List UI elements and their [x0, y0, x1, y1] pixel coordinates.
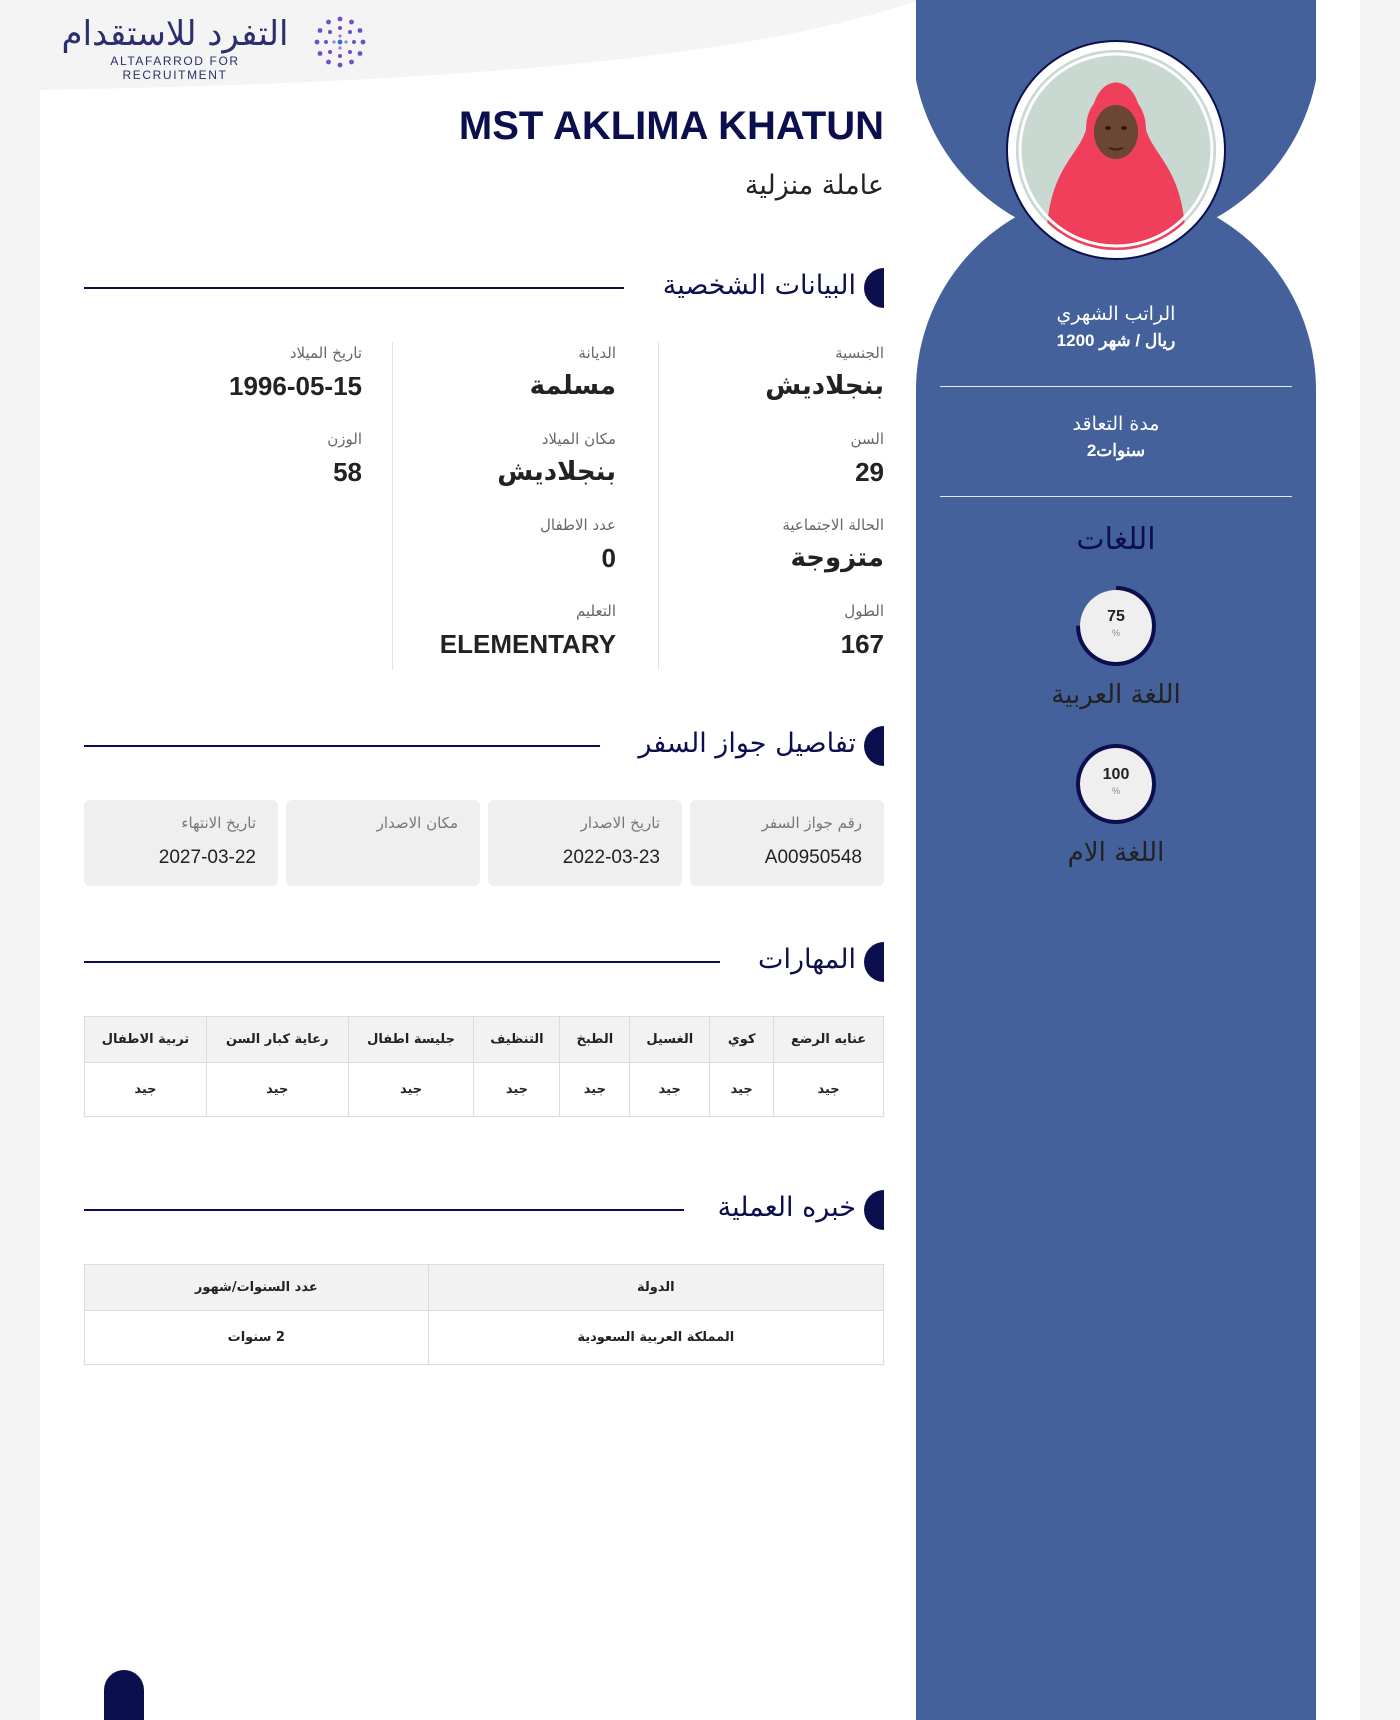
contract-label: مدة التعاقد	[1072, 413, 1160, 435]
personal-column-3	[112, 342, 362, 514]
salary-block	[940, 300, 1292, 354]
field-value: 0	[601, 543, 616, 573]
field-value: 1996-05-15	[229, 371, 362, 401]
passport-issue-place-card	[286, 800, 480, 886]
field-value: مسلمة	[529, 371, 616, 401]
table-header-cell: رعاية كبار السن	[206, 1017, 348, 1063]
card-label: تاريخ الاصدار	[580, 814, 660, 832]
field-education	[366, 600, 616, 686]
logo-arabic-text: التفرد للاستقدام	[61, 14, 289, 54]
language-name-arabic: اللغة العربية	[1051, 680, 1181, 710]
section-line	[84, 1209, 684, 1211]
card-value: 2022-03-23	[562, 847, 660, 868]
gauge-unit: %	[1111, 628, 1120, 638]
gauge-value: 100	[1102, 766, 1130, 783]
passport-issue-date-card	[488, 800, 682, 886]
table-cell: جيد	[206, 1063, 348, 1117]
table-header-cell: جليسة اطفال	[348, 1017, 474, 1063]
table-header-cell: عنايه الرضع	[774, 1017, 884, 1063]
table-header-cell: الطبخ	[560, 1017, 630, 1063]
field-value: بنجلاديش	[765, 371, 884, 401]
section-line	[84, 287, 624, 289]
card-value: 2027-03-22	[158, 847, 256, 868]
table-cell: 2 سنوات	[85, 1311, 429, 1365]
field-value: 58	[333, 457, 362, 487]
table-cell: جيد	[348, 1063, 474, 1117]
table-cell: جيد	[710, 1063, 774, 1117]
section-title: تفاصيل جواز السفر	[638, 728, 856, 759]
card-label: مكان الاصدار	[376, 814, 458, 832]
sidebar	[916, 0, 1316, 1720]
gauge-ring	[1074, 742, 1158, 826]
field-label: الجنسية	[835, 344, 884, 362]
gauge-ring	[1074, 584, 1158, 668]
sidebar-separator	[940, 386, 1292, 387]
card-value: A00950548	[764, 847, 862, 868]
languages-title: اللغات	[1076, 522, 1156, 557]
table-header-cell: تربية الاطفال	[85, 1017, 207, 1063]
logo-english-text: ALTAFARROD FOR RECRUITMENT	[110, 54, 240, 82]
profile-photo-frame	[1006, 40, 1226, 260]
profile-photo	[1016, 50, 1216, 250]
field-label: الطول	[844, 602, 884, 620]
field-children	[366, 514, 616, 600]
field-marital-status	[634, 514, 884, 600]
language-gauge-arabic	[1074, 584, 1158, 668]
section-title: خبره العملية	[717, 1192, 856, 1223]
job-title: عاملة منزلية	[744, 170, 884, 201]
cv-page	[40, 0, 1360, 1720]
field-value: بنجلاديش	[497, 457, 616, 487]
table-cell: جيد	[774, 1063, 884, 1117]
field-label: السن	[850, 430, 884, 448]
salary-label: الراتب الشهري	[1056, 303, 1176, 325]
passport-number-card	[690, 800, 884, 886]
table-header-cell: عدد السنوات/شهور	[85, 1265, 429, 1311]
language-gauge-native	[1074, 742, 1158, 826]
contract-value: 2سنوات	[1086, 441, 1146, 460]
table-cell: جيد	[85, 1063, 207, 1117]
field-label: التعليم	[576, 602, 616, 620]
field-value: ELEMENTARY	[439, 629, 616, 659]
section-tab	[864, 942, 884, 982]
company-logo	[60, 14, 370, 82]
table-header-cell: الغسيل	[630, 1017, 710, 1063]
field-nationality	[634, 342, 884, 428]
footer-tab	[104, 1670, 144, 1720]
table-cell: جيد	[630, 1063, 710, 1117]
field-value: متزوجة	[790, 543, 884, 573]
section-personal-header	[84, 266, 884, 310]
logo-dots-icon	[312, 14, 368, 70]
section-title: المهارات	[758, 944, 856, 975]
section-title: البيانات الشخصية	[662, 270, 856, 301]
section-line	[84, 745, 600, 747]
gauge-unit: %	[1111, 786, 1120, 796]
field-height	[634, 600, 884, 686]
field-label: الديانة	[578, 344, 616, 362]
column-divider	[658, 342, 659, 670]
table-cell: جيد	[474, 1063, 560, 1117]
section-skills-header	[84, 940, 884, 984]
field-label: الحالة الاجتماعية	[782, 516, 884, 534]
field-birthdate	[112, 342, 362, 428]
table-row	[85, 1063, 884, 1117]
card-label: تاريخ الانتهاء	[181, 814, 256, 832]
field-age	[634, 428, 884, 514]
table-header-cell: التنظيف	[474, 1017, 560, 1063]
table-header-cell: الدولة	[428, 1265, 883, 1311]
section-experience-header	[84, 1188, 884, 1232]
sidebar-separator	[940, 496, 1292, 497]
section-passport-header	[84, 724, 884, 768]
section-line	[84, 961, 720, 963]
table-header-row	[85, 1017, 884, 1063]
personal-column-1	[634, 342, 884, 686]
table-header-row	[85, 1265, 884, 1311]
passport-expiry-card	[84, 800, 278, 886]
personal-column-2	[366, 342, 616, 686]
section-tab	[864, 268, 884, 308]
card-label: رقم جواز السفر	[761, 814, 862, 832]
table-header-cell: كوي	[710, 1017, 774, 1063]
contract-block	[940, 410, 1292, 464]
skills-table	[84, 1016, 884, 1117]
field-label: عدد الاطفال	[540, 516, 616, 534]
field-weight	[112, 428, 362, 514]
field-label: تاريخ الميلاد	[289, 344, 362, 362]
gauge-value: 75	[1107, 608, 1125, 625]
experience-table	[84, 1264, 884, 1365]
salary-value: 1200 ريال / شهر	[1056, 331, 1176, 350]
column-divider	[392, 342, 393, 670]
table-row	[85, 1311, 884, 1365]
field-birthplace	[366, 428, 616, 514]
table-cell: المملكة العربية السعودية	[428, 1311, 883, 1365]
field-value: 29	[855, 457, 884, 487]
field-label: مكان الميلاد	[541, 430, 616, 448]
table-cell: جيد	[560, 1063, 630, 1117]
section-tab	[864, 1190, 884, 1230]
field-value: 167	[840, 629, 884, 659]
language-name-native: اللغة الام	[1067, 838, 1165, 868]
field-label: الوزن	[327, 430, 362, 448]
section-tab	[864, 726, 884, 766]
candidate-name: MST AKLIMA KHATUN	[458, 104, 884, 148]
field-religion	[366, 342, 616, 428]
